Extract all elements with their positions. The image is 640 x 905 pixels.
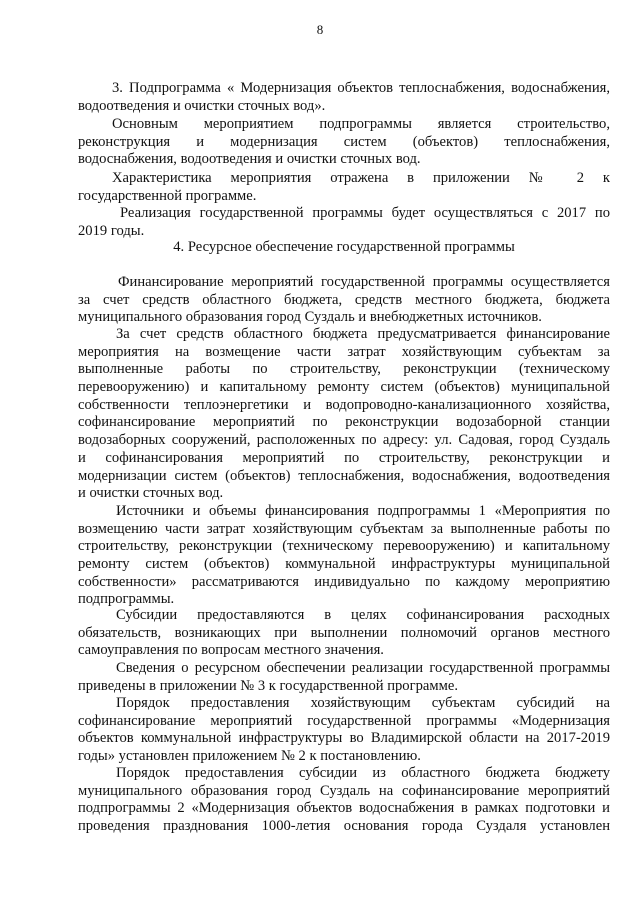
paragraph-implementation <box>78 205 610 240</box>
text-line: объектов коммунальной инфраструктуры во Владимирской области на 2017-2019 <box>78 730 610 747</box>
text-line: самоуправления по вопросам местного значения. <box>78 642 384 659</box>
text-line: Субсидии предоставляются в целях софинансирования расходных <box>116 607 610 623</box>
paragraph-characteristic <box>78 170 610 205</box>
text-line: Порядок предоставления хозяйствующим субъектам субсидий на <box>116 695 610 711</box>
text-line: приведены в приложении № 3 к государственной программе. <box>78 677 458 694</box>
text-line: модернизации систем (объектов) теплоснабжения, водоснабжения, водоотведения <box>78 467 610 484</box>
text-line: мероприятия на возмещение части затрат хозяйствующим субъектам за <box>78 343 610 360</box>
text-line: софинансирование мероприятий государственной программы «Модернизация <box>78 712 610 729</box>
text-line: подпрограммы. <box>78 591 175 608</box>
text-line: годы» установлен приложением № 2 к постановлению. <box>78 748 421 765</box>
text-line: Порядок предоставления субсидии из областного бюджета бюджету <box>116 765 610 781</box>
paragraph-procedure-1 <box>78 695 610 766</box>
text-line: муниципального образования город Суздаль на софинансирование мероприятий <box>78 782 610 799</box>
text-line: водоснабжения, водоотведения и очистки сточных вод. <box>78 151 421 168</box>
text-line: обязательств, возникающих при выполнении полномочий органов местного <box>78 624 610 641</box>
paragraph-financing <box>78 274 610 327</box>
text-line: софинансирование мероприятий по реконструкции водозаборной станции <box>78 414 610 431</box>
text-line: муниципального образования город Суздаль и внебюджетных источников. <box>78 309 542 326</box>
text-line: 2019 годы. <box>78 222 145 239</box>
text-line: выполненные работы по строительству, реконструкции (техническому <box>78 361 610 378</box>
text-line: проведения празднования 1000-летия основания города Суздаля установлен <box>78 818 610 835</box>
text-line: Финансирование мероприятий государственной программы осуществляется <box>118 274 610 290</box>
subprogram-3-heading <box>78 80 610 115</box>
text-line: и софинансирования мероприятий по строительству, реконструкции и <box>78 449 610 466</box>
section-title: 4. Ресурсное обеспечение государственной программы <box>173 239 515 255</box>
text-line: Характеристика мероприятия отражена в приложении № 2 к <box>112 170 610 186</box>
paragraph-sources <box>78 503 610 609</box>
text-line: Основным мероприятием подпрограммы является строительство, <box>112 116 610 132</box>
paragraph-procedure-2 <box>78 765 610 836</box>
text-line: реконструкция и модернизация систем (объектов) теплоснабжения, <box>78 133 610 150</box>
text-line: собственности» рассматриваются индивидуально по каждому мероприятию <box>78 573 610 590</box>
paragraph-regional-budget <box>78 326 610 503</box>
paragraph-resource-info <box>78 660 610 695</box>
text-line: и очистки сточных вод. <box>78 485 224 502</box>
text-line: собственности теплоэнергетики и водопроводно-канализационного хозяйства, <box>78 396 610 413</box>
text-line: Источники и объемы финансирования подпрограммы 1 «Мероприятия по <box>116 503 610 519</box>
text-line: строительству, реконструкции (техническому перевооружению) и капитальному <box>78 538 610 555</box>
text-line: перевооружению) и капитальному ремонту систем (объектов) муниципальной <box>78 379 610 396</box>
text-line: 3. Подпрограмма « Модернизация объектов теплоснабжения, водоснабжения, <box>112 80 610 96</box>
text-line: За счет средств областного бюджета предусматривается финансирование <box>116 326 610 342</box>
text-line: Реализация государственной программы будет осуществляться с 2017 по <box>120 205 610 221</box>
page-number: 8 <box>316 22 324 37</box>
text-line: за счет средств областного бюджета, средств местного бюджета, бюджета <box>78 291 610 308</box>
text-line: государственной программе. <box>78 187 257 204</box>
paragraph-main-event <box>78 116 610 169</box>
text-line: возмещению части затрат хозяйствующим субъектам за выполненные работы по <box>78 520 610 537</box>
text-line: ремонту систем (объектов) коммунальной инфраструктуры муниципальной <box>78 556 610 573</box>
text-line: водоотведения и очистки сточных вод». <box>78 97 326 114</box>
paragraph-subsidies <box>78 607 610 660</box>
section-4-heading <box>78 239 610 257</box>
text-line: Сведения о ресурсном обеспечении реализации государственной программы <box>116 660 610 676</box>
text-line: водозаборных сооружений, расположенных по адресу: ул. Садовая, город Суздаль <box>78 432 610 449</box>
text-line: подпрограммы 2 «Модернизация объектов водоснабжения в рамках подготовки и <box>78 800 610 817</box>
